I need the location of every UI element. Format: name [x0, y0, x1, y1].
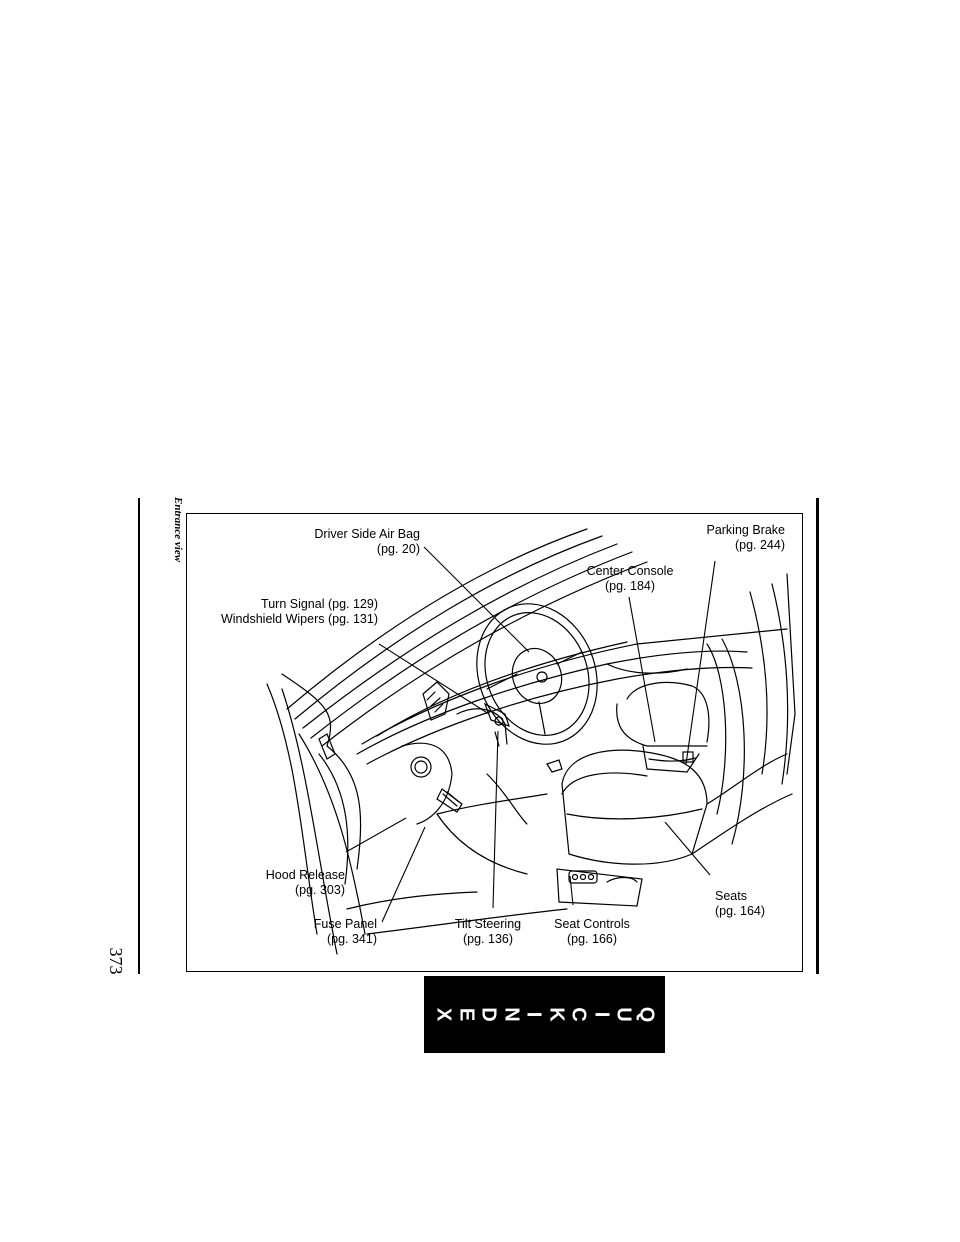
tab-letter: I	[590, 1011, 613, 1017]
entrance-view-figure	[186, 513, 803, 972]
tab-letter: E	[455, 1007, 478, 1021]
callout-parking-brake	[642, 523, 785, 553]
callout-page-ref: (pg. 341)	[326, 932, 377, 946]
callout-page-ref: (pg. 164)	[715, 904, 766, 918]
callout-seat-controls	[537, 917, 647, 947]
callout-seats	[715, 889, 800, 919]
quick-index-tab[interactable]	[424, 976, 665, 1053]
callout-label: Fuse Panel	[313, 917, 377, 931]
callout-label: Seat Controls	[554, 917, 630, 931]
callout-label: Center Console	[586, 564, 674, 578]
tab-letter: Q	[635, 1006, 658, 1022]
callout-page-ref: (pg. 20)	[376, 542, 420, 556]
callout-label: Parking Brake	[706, 523, 785, 537]
page-number: 373	[106, 947, 126, 975]
callout-label: Seats	[715, 889, 747, 903]
tab-letter: U	[612, 1006, 635, 1022]
callout-fuse-panel	[277, 917, 377, 947]
callout-page-ref: (pg. 303)	[294, 883, 345, 897]
callout-page-ref: (pg. 166)	[566, 932, 618, 946]
callout-page-ref: (pg. 184)	[604, 579, 656, 593]
callout-label: Hood Release	[265, 868, 345, 882]
vehicle-interior-illustration	[187, 514, 804, 973]
callout-page-ref: (pg. 136)	[462, 932, 514, 946]
callout-hood-release	[227, 868, 345, 898]
callout-driver-air-bag	[275, 527, 420, 557]
callout-tilt-steering	[433, 917, 543, 947]
callout-label: Tilt Steering	[454, 917, 522, 931]
tab-letter: K	[545, 1006, 568, 1022]
right-margin-rule	[816, 498, 819, 974]
callout-turn-signal-wipers	[187, 597, 378, 627]
tab-letter: C	[567, 1006, 590, 1022]
tab-letter: D	[477, 1006, 500, 1022]
callout-label: Driver Side Air Bag	[314, 527, 420, 541]
figure-side-caption: Entrance view	[172, 497, 184, 563]
quick-index-letters	[424, 984, 665, 1044]
callout-label: Turn Signal (pg. 129)	[261, 597, 378, 611]
tab-letter: I	[522, 1011, 545, 1017]
callout-center-console	[570, 564, 690, 594]
left-margin-rule	[138, 498, 140, 974]
tab-letter: N	[500, 1006, 523, 1022]
callout-page-ref: (pg. 244)	[734, 538, 785, 552]
tab-letter: X	[432, 1007, 455, 1021]
callout-page-ref: Windshield Wipers (pg. 131)	[220, 612, 378, 626]
